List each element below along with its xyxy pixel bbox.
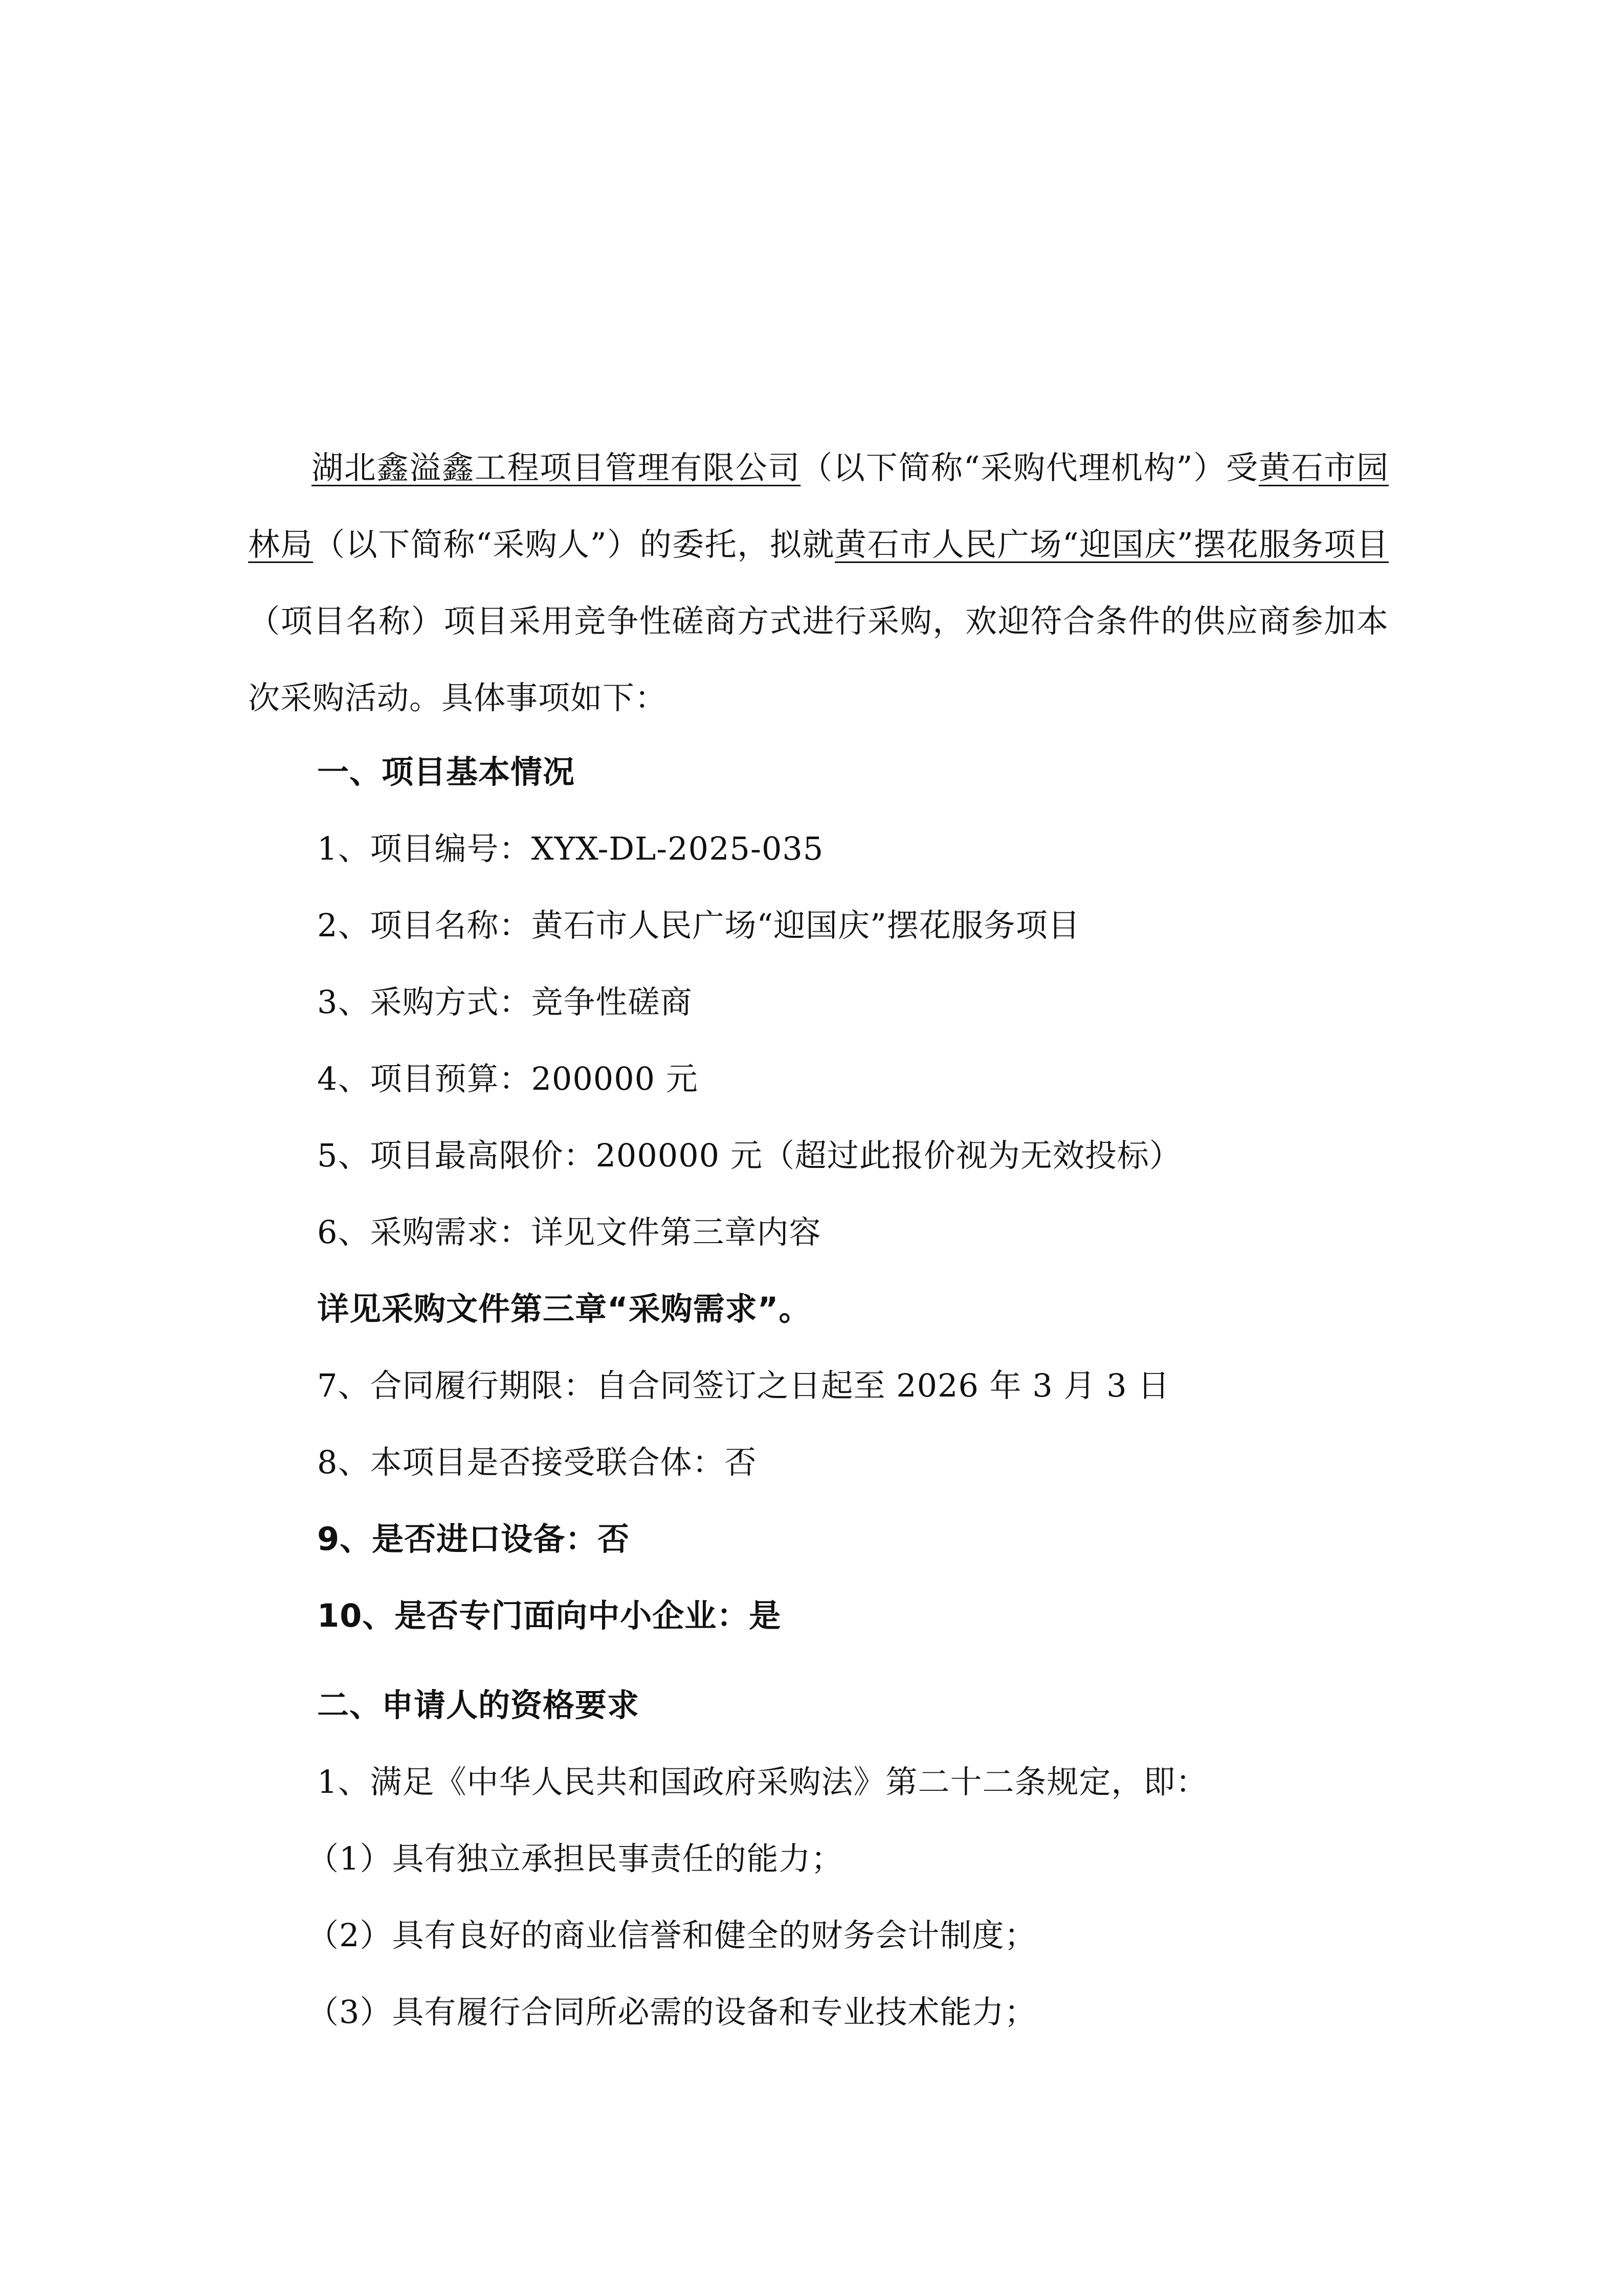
- agency-suffix: （以下简称“采购代理机构”）受: [800, 449, 1259, 486]
- list-item: 2、项目名称：黄石市人民广场“迎国庆”摆花服务项目: [317, 907, 1080, 944]
- requirement-note: 详见采购文件第三章“采购需求”。: [317, 1290, 811, 1327]
- list-item: 7、合同履行期限：自合同签订之日起至 2026 年 3 月 3 日: [317, 1367, 1170, 1404]
- list-item: 10、是否专门面向中小企业：是: [317, 1597, 782, 1634]
- list-item: 8、本项目是否接受联合体：否: [317, 1444, 757, 1481]
- purchaser-suffix: （以下简称“采购人”）的委托，拟就: [313, 526, 835, 563]
- content-lines: [248, 0, 1389, 2296]
- sub-list-item: （3）具有履行合同所必需的设备和专业技术能力；: [307, 1993, 1037, 2031]
- list-item: 9、是否进口设备：否: [317, 1520, 630, 1558]
- agency-name: 湖北鑫溢鑫工程项目管理有限公司: [312, 449, 801, 486]
- project-suffix: （项目名称）项目采用竞争性磋商方式进行采购，欢迎符合条件的供应商参加本次采购活动。具体事项如下：: [248, 602, 1389, 716]
- project-name: 黄石市人民广场“迎国庆”摆花服务项目: [835, 526, 1389, 563]
- list-item: 4、项目预算：200000 元: [317, 1060, 698, 1097]
- list-item: 1、项目编号：XYX-DL-2025-035: [317, 830, 824, 867]
- section2-heading: 二、申请人的资格要求: [317, 1686, 640, 1724]
- sub-list-item: （2）具有良好的商业信誉和健全的财务会计制度；: [307, 1917, 1037, 1954]
- list-item: 5、项目最高限价：200000 元（超过此报价视为无效投标）: [317, 1137, 1182, 1174]
- purchaser-name: 黄石市园林局: [248, 449, 1389, 563]
- list-item: 1、满足《中华人民共和国政府采购法》第二十二条规定，即：: [317, 1763, 1208, 1800]
- list-item: 6、采购需求：详见文件第三章内容: [317, 1213, 821, 1251]
- sub-list-item: （1）具有独立承担民事责任的能力；: [307, 1840, 843, 1877]
- section1-heading: 一、项目基本情况: [317, 753, 575, 791]
- list-item: 3、采购方式：竞争性磋商: [317, 983, 693, 1021]
